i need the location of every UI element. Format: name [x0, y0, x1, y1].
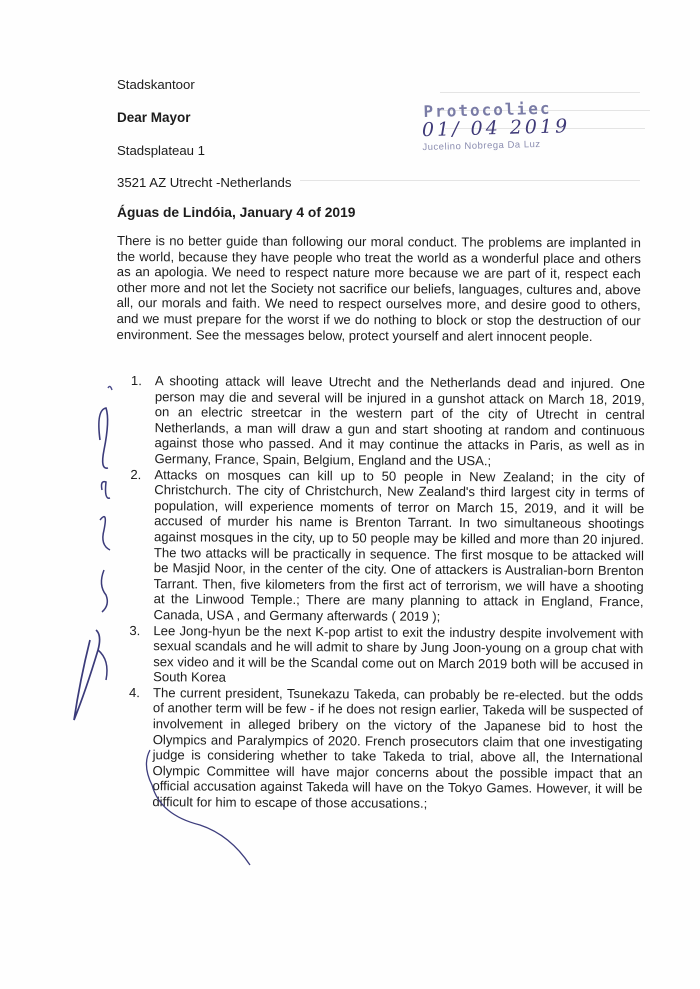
list-item: [124, 373, 645, 470]
list-item-number: 2.: [130, 466, 142, 482]
list-item-text: A shooting attack will leave Utrecht and the Netherlands dead and injured. One person may die and several will be injured in a gunshot attack on March 18, 2019, on an electric streetcar in the western part of the city of Utrecht in central Netherlands, a man will draw a gun and start shooting at random and continuous against those who passed. And it may continue the attacks in Paris, as well as in Germany, France, Spain, Belgium, England and the USA.;: [154, 373, 645, 469]
salutation: Dear Mayor: [117, 110, 191, 125]
stamp-date: 01/ 04 2019: [421, 115, 571, 142]
list-item-text: Lee Jong-hyun be the next K-pop artist to exit the industry despite involvement with sexual scandals and he will admit to share by Jung Joon-young on a group chat with sex video and it will be the Scandal come out on March 2019 both will be accused in South Korea: [153, 622, 644, 685]
list-item-text: Attacks on mosques can kill up to 50 people in New Zealand; in the city of Christchurch. The city of Christchurch, New Zealand's third largest city in terms of population, will experience moments of terror on March 15, 2019, and it will be accused of murder his name is Brenton Tarrant. In two simultaneous shootings against mosques in the city, up to 50 people may be killed and more than 20 injured. The two attacks will be practically in sequence. The first mosque to be attacked will be Masjid Noor, in the center of the city. One of attackers is Australian-born Brenton Tarrant. Then, five kilometers from the first act of terrorism, we will have a shooting at the Linwood Temple.; There are many planning to attack in England, France, Canada, USA , and Germany afterwards ( 2019 );: [153, 466, 645, 624]
margin-bracket-mark: [140, 745, 260, 895]
postal-address: 3521 AZ Utrecht -Netherlands: [117, 175, 292, 190]
list-item-number: 1.: [130, 373, 142, 389]
margin-signature: [60, 380, 140, 740]
list-item-number: 3.: [129, 622, 141, 638]
date-line: Águas de Lindóia, January 4 of 2019: [117, 205, 356, 220]
intro-paragraph: There is no better guide than following our moral conduct. The problems are implanted in the world, because they have people who treat the world as a wonderful place and others as an apologia. We need to respect nature more because we are part of it, respect each other more and not let the Society not sacrifice our beliefs, languages, cultures and, above all, our morals and faith. We need to respect ourselves more, and desire good to others, and we must prepare for the worst if we do nothing to block or stop the destruction of our environment. See the messages below, protect yourself and alert innocent people.: [116, 233, 641, 344]
bleed-through-line: [440, 92, 640, 93]
street-address: Stadsplateau 1: [117, 143, 205, 158]
stamp-title: Protocoliec: [423, 98, 552, 122]
protocol-stamp: [421, 98, 582, 160]
bleed-through-line: [300, 180, 640, 181]
list-item-text: The current president, Tsunekazu Takeda, can probably be re-elected. but the odds of another term will be few - if he does not resign earlier, Takeda will be suspected of involvement in alleged bribery on the victory of the Japanese bid to host the Olympics and Paralympics of 2020. French prosecutors claim that one investigating judge is considering whether to take Takeda to trial, above all, the International Olympic Committee will have major concerns about the possible impact that an official accusation against Takeda will have on the Tokyo Games. However, it will be difficult for him to escape of those accusations.;: [152, 685, 644, 811]
list-item-number: 4.: [129, 684, 141, 700]
stamp-name: Jucelino Nobrega Da Luz: [422, 138, 541, 154]
list-item: [123, 467, 644, 626]
recipient-line: Stadskantoor: [117, 77, 195, 92]
list-item: [123, 622, 643, 688]
